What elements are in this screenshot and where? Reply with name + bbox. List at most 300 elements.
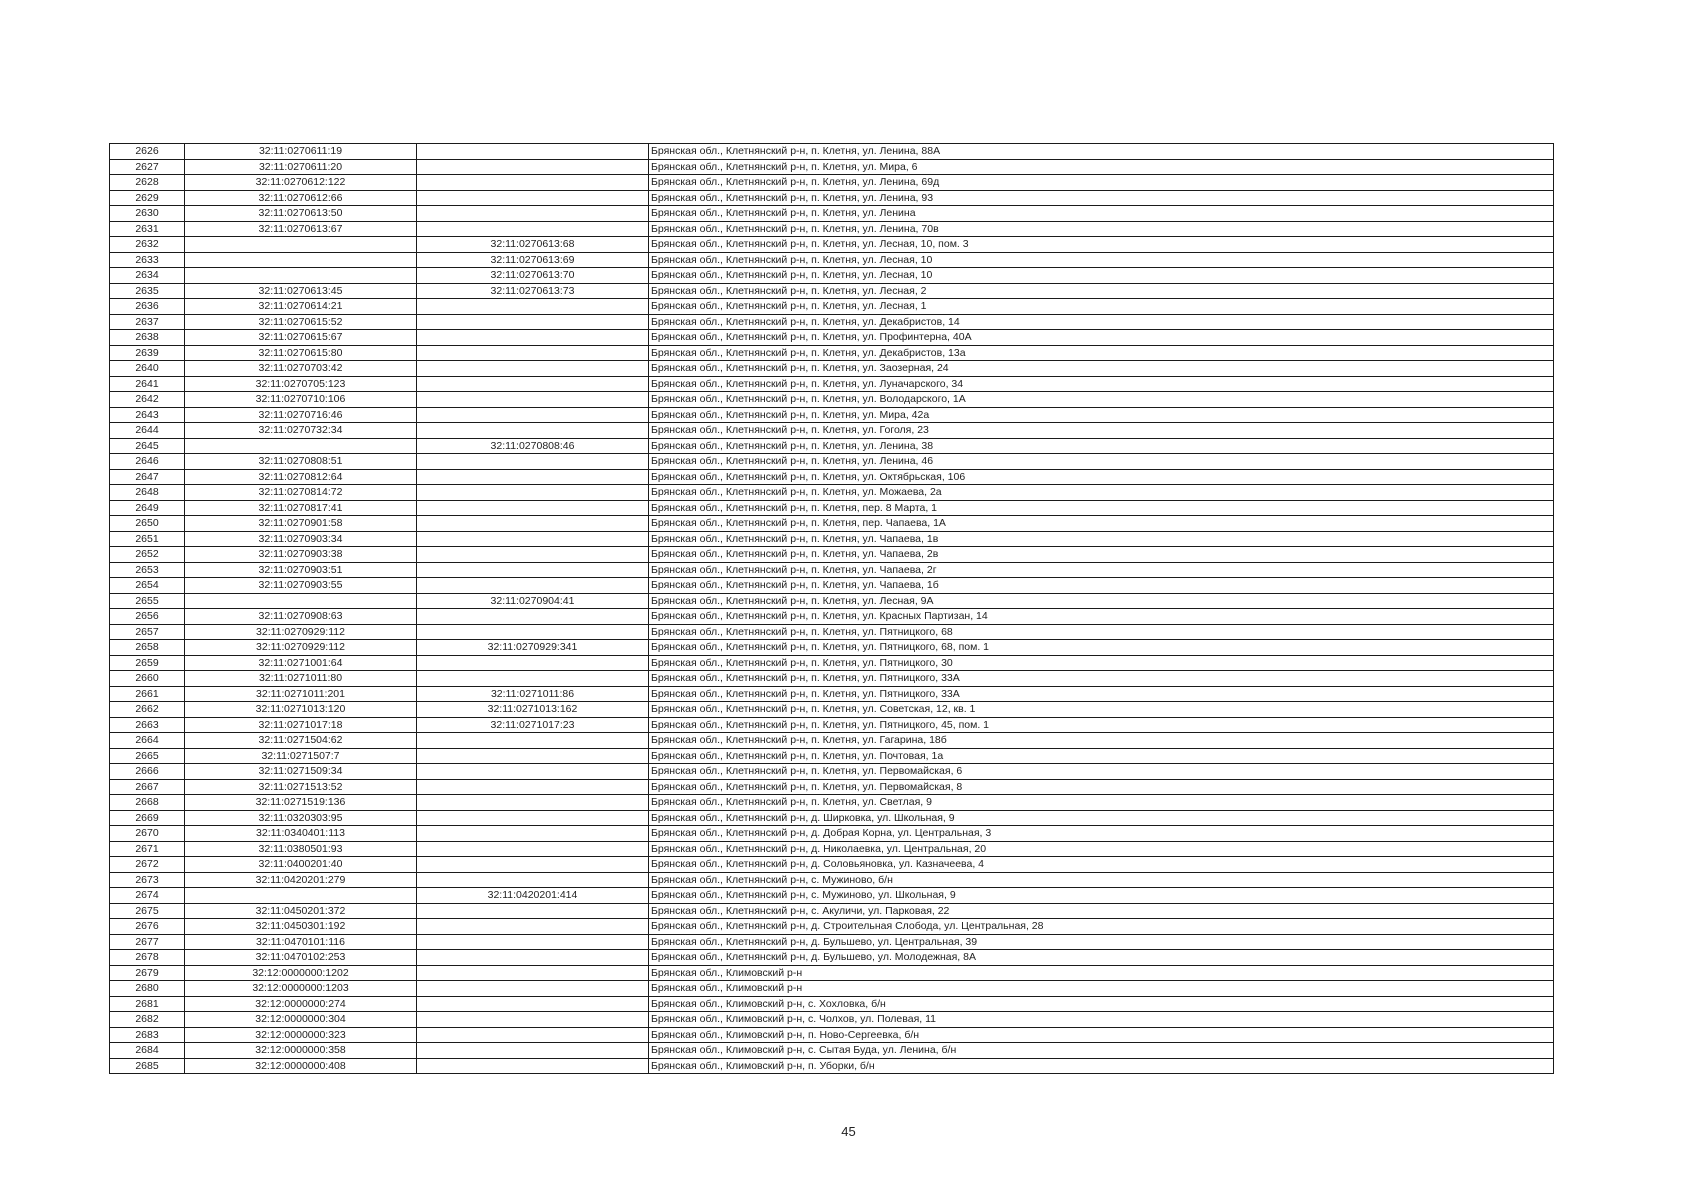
related-cadastral-number-cell [417, 1012, 649, 1028]
table-row [110, 996, 1554, 1012]
address-cell: Брянская обл., Клетнянский р-н, п. Клетня, ул. Пятницкого, 68, пом. 1 [649, 640, 1554, 656]
related-cadastral-number-cell [417, 950, 649, 966]
related-cadastral-number-cell [417, 578, 649, 594]
table-row [110, 361, 1554, 377]
related-cadastral-number-cell [417, 609, 649, 625]
row-number-cell: 2639 [110, 345, 185, 361]
address-cell: Брянская обл., Клетнянский р-н, п. Клетня, ул. Декабристов, 14 [649, 314, 1554, 330]
cadastral-number-cell: 32:11:0270612:122 [185, 175, 417, 191]
table-row [110, 407, 1554, 423]
address-cell: Брянская обл., Клетнянский р-н, п. Клетня, ул. Светлая, 9 [649, 795, 1554, 811]
cadastral-number-cell: 32:11:0470101:116 [185, 934, 417, 950]
related-cadastral-number-cell [417, 345, 649, 361]
row-number-cell: 2685 [110, 1058, 185, 1074]
row-number-cell: 2635 [110, 283, 185, 299]
cadastral-number-cell: 32:11:0340401:113 [185, 826, 417, 842]
related-cadastral-number-cell [417, 159, 649, 175]
related-cadastral-number-cell [417, 671, 649, 687]
cadastral-number-cell: 32:11:0270716:46 [185, 407, 417, 423]
row-number-cell: 2669 [110, 810, 185, 826]
table-row [110, 624, 1554, 640]
related-cadastral-number-cell: 32:11:0270613:73 [417, 283, 649, 299]
address-cell: Брянская обл., Климовский р-н, с. Хохловка, б/н [649, 996, 1554, 1012]
cadastral-number-cell: 32:11:0270705:123 [185, 376, 417, 392]
cadastral-number-cell: 32:12:0000000:323 [185, 1027, 417, 1043]
related-cadastral-number-cell [417, 485, 649, 501]
related-cadastral-number-cell [417, 423, 649, 439]
cadastral-number-cell: 32:11:0270901:58 [185, 516, 417, 532]
address-cell: Брянская обл., Клетнянский р-н, п. Клетня, ул. Лесная, 9А [649, 593, 1554, 609]
related-cadastral-number-cell [417, 981, 649, 997]
table-row [110, 423, 1554, 439]
related-cadastral-number-cell: 32:11:0271011:86 [417, 686, 649, 702]
row-number-cell: 2673 [110, 872, 185, 888]
cadastral-number-cell [185, 593, 417, 609]
table-row [110, 748, 1554, 764]
address-cell: Брянская обл., Клетнянский р-н, д. Добрая Корна, ул. Центральная, 3 [649, 826, 1554, 842]
related-cadastral-number-cell [417, 206, 649, 222]
address-cell: Брянская обл., Клетнянский р-н, с. Акуличи, ул. Парковая, 22 [649, 903, 1554, 919]
cadastral-number-cell: 32:11:0271507:7 [185, 748, 417, 764]
row-number-cell: 2654 [110, 578, 185, 594]
table-row [110, 795, 1554, 811]
row-number-cell: 2644 [110, 423, 185, 439]
address-cell: Брянская обл., Клетнянский р-н, п. Клетня, ул. Ленина, 93 [649, 190, 1554, 206]
table-row [110, 609, 1554, 625]
table-row [110, 872, 1554, 888]
cadastral-number-cell [185, 252, 417, 268]
row-number-cell: 2653 [110, 562, 185, 578]
cadastral-number-cell: 32:11:0270903:51 [185, 562, 417, 578]
table-row [110, 717, 1554, 733]
related-cadastral-number-cell: 32:11:0270613:70 [417, 268, 649, 284]
page-number: 45 [841, 1124, 856, 1139]
related-cadastral-number-cell [417, 330, 649, 346]
table-row [110, 454, 1554, 470]
address-cell: Брянская обл., Клетнянский р-н, п. Клетня, ул. Ленина, 38 [649, 438, 1554, 454]
cadastral-number-cell: 32:11:0271001:64 [185, 655, 417, 671]
row-number-cell: 2631 [110, 221, 185, 237]
related-cadastral-number-cell [417, 1058, 649, 1074]
related-cadastral-number-cell [417, 531, 649, 547]
cadastral-number-cell: 32:11:0270615:52 [185, 314, 417, 330]
address-cell: Брянская обл., Климовский р-н [649, 965, 1554, 981]
related-cadastral-number-cell: 32:11:0270929:341 [417, 640, 649, 656]
address-cell: Брянская обл., Клетнянский р-н, п. Клетня, ул. Володарского, 1А [649, 392, 1554, 408]
row-number-cell: 2668 [110, 795, 185, 811]
row-number-cell: 2676 [110, 919, 185, 935]
row-number-cell: 2679 [110, 965, 185, 981]
related-cadastral-number-cell [417, 407, 649, 423]
related-cadastral-number-cell: 32:11:0270613:69 [417, 252, 649, 268]
address-cell: Брянская обл., Клетнянский р-н, п. Клетня, ул. Пятницкого, 33А [649, 686, 1554, 702]
related-cadastral-number-cell [417, 454, 649, 470]
cadastral-number-cell: 32:11:0270732:34 [185, 423, 417, 439]
address-cell: Брянская обл., Клетнянский р-н, д. Бульшево, ул. Молодежная, 8А [649, 950, 1554, 966]
table-row [110, 733, 1554, 749]
table-row [110, 485, 1554, 501]
row-number-cell: 2683 [110, 1027, 185, 1043]
address-cell: Брянская обл., Клетнянский р-н, п. Клетня, ул. Ленина, 70в [649, 221, 1554, 237]
table-row [110, 888, 1554, 904]
cadastral-number-cell: 32:11:0400201:40 [185, 857, 417, 873]
cadastral-number-cell: 32:11:0270808:51 [185, 454, 417, 470]
related-cadastral-number-cell [417, 376, 649, 392]
table-row [110, 144, 1554, 160]
related-cadastral-number-cell [417, 144, 649, 160]
row-number-cell: 2637 [110, 314, 185, 330]
cadastral-number-cell: 32:11:0270929:112 [185, 624, 417, 640]
cadastral-number-cell: 32:12:0000000:408 [185, 1058, 417, 1074]
table-row [110, 268, 1554, 284]
cadastral-number-cell: 32:11:0450301:192 [185, 919, 417, 935]
cadastral-number-cell: 32:11:0270611:20 [185, 159, 417, 175]
row-number-cell: 2633 [110, 252, 185, 268]
table-row [110, 562, 1554, 578]
table-row [110, 1012, 1554, 1028]
address-cell: Брянская обл., Клетнянский р-н, п. Клетня, ул. Чапаева, 2в [649, 547, 1554, 563]
related-cadastral-number-cell [417, 919, 649, 935]
row-number-cell: 2657 [110, 624, 185, 640]
cadastral-number-cell: 32:12:0000000:1203 [185, 981, 417, 997]
address-cell: Брянская обл., Клетнянский р-н, п. Клетня, ул. Красных Партизан, 14 [649, 609, 1554, 625]
row-number-cell: 2665 [110, 748, 185, 764]
cadastral-number-cell: 32:11:0270812:64 [185, 469, 417, 485]
address-cell: Брянская обл., Клетнянский р-н, д. Бульшево, ул. Центральная, 39 [649, 934, 1554, 950]
row-number-cell: 2666 [110, 764, 185, 780]
cadastral-number-cell: 32:11:0270903:38 [185, 547, 417, 563]
table-row [110, 252, 1554, 268]
table-row [110, 345, 1554, 361]
table-row [110, 1043, 1554, 1059]
related-cadastral-number-cell: 32:11:0270904:41 [417, 593, 649, 609]
address-cell: Брянская обл., Клетнянский р-н, п. Клетня, ул. Лесная, 1 [649, 299, 1554, 315]
address-cell: Брянская обл., Клетнянский р-н, п. Клетня, ул. Мира, 6 [649, 159, 1554, 175]
row-number-cell: 2648 [110, 485, 185, 501]
table-row [110, 159, 1554, 175]
cadastral-number-cell: 32:11:0271513:52 [185, 779, 417, 795]
address-cell: Брянская обл., Клетнянский р-н, с. Мужиново, б/н [649, 872, 1554, 888]
cadastral-number-cell: 32:11:0270615:80 [185, 345, 417, 361]
related-cadastral-number-cell [417, 841, 649, 857]
address-cell: Брянская обл., Климовский р-н [649, 981, 1554, 997]
table-row [110, 702, 1554, 718]
address-cell: Брянская обл., Клетнянский р-н, д. Строительная Слобода, ул. Центральная, 28 [649, 919, 1554, 935]
row-number-cell: 2636 [110, 299, 185, 315]
address-cell: Брянская обл., Клетнянский р-н, д. Ширковка, ул. Школьная, 9 [649, 810, 1554, 826]
row-number-cell: 2662 [110, 702, 185, 718]
table-row [110, 686, 1554, 702]
related-cadastral-number-cell [417, 748, 649, 764]
registry-table-body [110, 144, 1554, 1074]
table-row [110, 190, 1554, 206]
related-cadastral-number-cell: 32:11:0270613:68 [417, 237, 649, 253]
related-cadastral-number-cell [417, 764, 649, 780]
cadastral-number-cell: 32:11:0270903:34 [185, 531, 417, 547]
related-cadastral-number-cell: 32:11:0271017:23 [417, 717, 649, 733]
cadastral-number-cell: 32:11:0270611:19 [185, 144, 417, 160]
cadastral-number-cell: 32:11:0271509:34 [185, 764, 417, 780]
row-number-cell: 2640 [110, 361, 185, 377]
related-cadastral-number-cell [417, 516, 649, 532]
address-cell: Брянская обл., Клетнянский р-н, п. Клетня, ул. Чапаева, 1в [649, 531, 1554, 547]
row-number-cell: 2650 [110, 516, 185, 532]
related-cadastral-number-cell [417, 1027, 649, 1043]
related-cadastral-number-cell [417, 857, 649, 873]
row-number-cell: 2652 [110, 547, 185, 563]
registry-table [109, 143, 1554, 1074]
table-row [110, 469, 1554, 485]
table-row [110, 965, 1554, 981]
related-cadastral-number-cell [417, 562, 649, 578]
table-row [110, 640, 1554, 656]
row-number-cell: 2667 [110, 779, 185, 795]
cadastral-number-cell: 32:12:0000000:358 [185, 1043, 417, 1059]
row-number-cell: 2682 [110, 1012, 185, 1028]
address-cell: Брянская обл., Клетнянский р-н, п. Клетня, ул. Первомайская, 8 [649, 779, 1554, 795]
cadastral-number-cell: 32:11:0270903:55 [185, 578, 417, 594]
row-number-cell: 2647 [110, 469, 185, 485]
row-number-cell: 2626 [110, 144, 185, 160]
cadastral-number-cell: 32:11:0270814:72 [185, 485, 417, 501]
cadastral-number-cell: 32:11:0270710:106 [185, 392, 417, 408]
related-cadastral-number-cell [417, 500, 649, 516]
address-cell: Брянская обл., Клетнянский р-н, п. Клетня, ул. Советская, 12, кв. 1 [649, 702, 1554, 718]
cadastral-number-cell: 32:11:0450201:372 [185, 903, 417, 919]
row-number-cell: 2663 [110, 717, 185, 733]
table-row [110, 438, 1554, 454]
related-cadastral-number-cell [417, 392, 649, 408]
cadastral-number-cell: 32:11:0270908:63 [185, 609, 417, 625]
row-number-cell: 2681 [110, 996, 185, 1012]
cadastral-number-cell: 32:12:0000000:274 [185, 996, 417, 1012]
cadastral-number-cell: 32:11:0271519:136 [185, 795, 417, 811]
address-cell: Брянская обл., Клетнянский р-н, с. Мужиново, ул. Школьная, 9 [649, 888, 1554, 904]
cadastral-number-cell: 32:12:0000000:1202 [185, 965, 417, 981]
address-cell: Брянская обл., Клетнянский р-н, п. Клетня, ул. Ленина, 88А [649, 144, 1554, 160]
row-number-cell: 2671 [110, 841, 185, 857]
table-row [110, 671, 1554, 687]
address-cell: Брянская обл., Клетнянский р-н, п. Клетня, ул. Гоголя, 23 [649, 423, 1554, 439]
table-row [110, 314, 1554, 330]
address-cell: Брянская обл., Клетнянский р-н, п. Клетня, ул. Первомайская, 6 [649, 764, 1554, 780]
address-cell: Брянская обл., Клетнянский р-н, п. Клетня, ул. Почтовая, 1а [649, 748, 1554, 764]
row-number-cell: 2664 [110, 733, 185, 749]
cadastral-number-cell: 32:11:0270817:41 [185, 500, 417, 516]
address-cell: Брянская обл., Клетнянский р-н, п. Клетня, ул. Пятницкого, 45, пом. 1 [649, 717, 1554, 733]
table-row [110, 903, 1554, 919]
cadastral-number-cell [185, 268, 417, 284]
cadastral-number-cell: 32:11:0380501:93 [185, 841, 417, 857]
row-number-cell: 2670 [110, 826, 185, 842]
table-row [110, 593, 1554, 609]
address-cell: Брянская обл., Клетнянский р-н, п. Клетня, ул. Можаева, 2а [649, 485, 1554, 501]
related-cadastral-number-cell [417, 872, 649, 888]
table-row [110, 1058, 1554, 1074]
table-row [110, 376, 1554, 392]
row-number-cell: 2677 [110, 934, 185, 950]
table-row [110, 206, 1554, 222]
related-cadastral-number-cell: 32:11:0420201:414 [417, 888, 649, 904]
address-cell: Брянская обл., Клетнянский р-н, п. Клетня, ул. Профинтерна, 40А [649, 330, 1554, 346]
address-cell: Брянская обл., Климовский р-н, с. Сытая Буда, ул. Ленина, б/н [649, 1043, 1554, 1059]
table-row [110, 981, 1554, 997]
row-number-cell: 2661 [110, 686, 185, 702]
row-number-cell: 2632 [110, 237, 185, 253]
address-cell: Брянская обл., Клетнянский р-н, п. Клетня, ул. Лесная, 2 [649, 283, 1554, 299]
related-cadastral-number-cell [417, 221, 649, 237]
row-number-cell: 2678 [110, 950, 185, 966]
table-row [110, 655, 1554, 671]
related-cadastral-number-cell [417, 314, 649, 330]
address-cell: Брянская обл., Климовский р-н, п. Уборки, б/н [649, 1058, 1554, 1074]
table-row [110, 392, 1554, 408]
address-cell: Брянская обл., Климовский р-н, с. Чолхов, ул. Полевая, 11 [649, 1012, 1554, 1028]
cadastral-number-cell: 32:11:0270613:45 [185, 283, 417, 299]
row-number-cell: 2628 [110, 175, 185, 191]
row-number-cell: 2641 [110, 376, 185, 392]
related-cadastral-number-cell: 32:11:0270808:46 [417, 438, 649, 454]
row-number-cell: 2638 [110, 330, 185, 346]
table-row [110, 764, 1554, 780]
related-cadastral-number-cell [417, 190, 649, 206]
cadastral-number-cell [185, 438, 417, 454]
address-cell: Брянская обл., Клетнянский р-н, п. Клетня, ул. Заозерная, 24 [649, 361, 1554, 377]
related-cadastral-number-cell [417, 469, 649, 485]
row-number-cell: 2660 [110, 671, 185, 687]
table-row [110, 950, 1554, 966]
row-number-cell: 2674 [110, 888, 185, 904]
related-cadastral-number-cell [417, 733, 649, 749]
address-cell: Брянская обл., Клетнянский р-н, п. Клетня, ул. Октябрьская, 106 [649, 469, 1554, 485]
address-cell: Брянская обл., Клетнянский р-н, п. Клетня, ул. Ленина, 69д [649, 175, 1554, 191]
cadastral-number-cell: 32:11:0270612:66 [185, 190, 417, 206]
row-number-cell: 2658 [110, 640, 185, 656]
address-cell: Брянская обл., Клетнянский р-н, п. Клетня, ул. Чапаева, 2г [649, 562, 1554, 578]
cadastral-number-cell: 32:11:0271017:18 [185, 717, 417, 733]
row-number-cell: 2651 [110, 531, 185, 547]
table-row [110, 826, 1554, 842]
related-cadastral-number-cell [417, 624, 649, 640]
related-cadastral-number-cell: 32:11:0271013:162 [417, 702, 649, 718]
related-cadastral-number-cell [417, 810, 649, 826]
related-cadastral-number-cell [417, 996, 649, 1012]
address-cell: Брянская обл., Клетнянский р-н, п. Клетня, ул. Чапаева, 1б [649, 578, 1554, 594]
row-number-cell: 2643 [110, 407, 185, 423]
row-number-cell: 2629 [110, 190, 185, 206]
row-number-cell: 2645 [110, 438, 185, 454]
address-cell: Брянская обл., Клетнянский р-н, п. Клетня, ул. Лесная, 10 [649, 268, 1554, 284]
table-row [110, 237, 1554, 253]
related-cadastral-number-cell [417, 903, 649, 919]
address-cell: Брянская обл., Клетнянский р-н, п. Клетня, ул. Пятницкого, 68 [649, 624, 1554, 640]
table-row [110, 175, 1554, 191]
address-cell: Брянская обл., Клетнянский р-н, п. Клетня, ул. Лесная, 10, пом. 3 [649, 237, 1554, 253]
table-row [110, 1027, 1554, 1043]
cadastral-number-cell: 32:11:0271013:120 [185, 702, 417, 718]
row-number-cell: 2672 [110, 857, 185, 873]
row-number-cell: 2680 [110, 981, 185, 997]
cadastral-number-cell: 32:12:0000000:304 [185, 1012, 417, 1028]
address-cell: Брянская обл., Клетнянский р-н, п. Клетня, пер. Чапаева, 1А [649, 516, 1554, 532]
related-cadastral-number-cell [417, 795, 649, 811]
table-row [110, 531, 1554, 547]
table-row [110, 283, 1554, 299]
related-cadastral-number-cell [417, 779, 649, 795]
row-number-cell: 2627 [110, 159, 185, 175]
address-cell: Брянская обл., Клетнянский р-н, п. Клетня, пер. 8 Марта, 1 [649, 500, 1554, 516]
table-row [110, 500, 1554, 516]
row-number-cell: 2655 [110, 593, 185, 609]
cadastral-number-cell [185, 888, 417, 904]
cadastral-number-cell: 32:11:0270614:21 [185, 299, 417, 315]
table-row [110, 578, 1554, 594]
table-row [110, 547, 1554, 563]
address-cell: Брянская обл., Клетнянский р-н, п. Клетня, ул. Лесная, 10 [649, 252, 1554, 268]
table-row [110, 221, 1554, 237]
address-cell: Брянская обл., Клетнянский р-н, п. Клетня, ул. Пятницкого, 30 [649, 655, 1554, 671]
cadastral-number-cell: 32:11:0271504:62 [185, 733, 417, 749]
address-cell: Брянская обл., Клетнянский р-н, п. Клетня, ул. Декабристов, 13а [649, 345, 1554, 361]
row-number-cell: 2649 [110, 500, 185, 516]
related-cadastral-number-cell [417, 175, 649, 191]
table-row [110, 516, 1554, 532]
address-cell: Брянская обл., Клетнянский р-н, д. Соловьяновка, ул. Казначеева, 4 [649, 857, 1554, 873]
table-row [110, 330, 1554, 346]
cadastral-number-cell: 32:11:0270613:67 [185, 221, 417, 237]
row-number-cell: 2659 [110, 655, 185, 671]
related-cadastral-number-cell [417, 826, 649, 842]
related-cadastral-number-cell [417, 1043, 649, 1059]
cadastral-number-cell: 32:11:0470102:253 [185, 950, 417, 966]
cadastral-number-cell: 32:11:0271011:80 [185, 671, 417, 687]
row-number-cell: 2684 [110, 1043, 185, 1059]
table-row [110, 919, 1554, 935]
related-cadastral-number-cell [417, 547, 649, 563]
table-row [110, 779, 1554, 795]
address-cell: Брянская обл., Клетнянский р-н, д. Николаевка, ул. Центральная, 20 [649, 841, 1554, 857]
table-row [110, 857, 1554, 873]
cadastral-number-cell: 32:11:0320303:95 [185, 810, 417, 826]
address-cell: Брянская обл., Клетнянский р-н, п. Клетня, ул. Луначарского, 34 [649, 376, 1554, 392]
cadastral-number-cell: 32:11:0270613:50 [185, 206, 417, 222]
cadastral-number-cell: 32:11:0270929:112 [185, 640, 417, 656]
cadastral-number-cell: 32:11:0270703:42 [185, 361, 417, 377]
related-cadastral-number-cell [417, 299, 649, 315]
related-cadastral-number-cell [417, 934, 649, 950]
row-number-cell: 2642 [110, 392, 185, 408]
address-cell: Брянская обл., Клетнянский р-н, п. Клетня, ул. Гагарина, 18б [649, 733, 1554, 749]
cadastral-number-cell: 32:11:0270615:67 [185, 330, 417, 346]
row-number-cell: 2630 [110, 206, 185, 222]
cadastral-number-cell: 32:11:0271011:201 [185, 686, 417, 702]
address-cell: Брянская обл., Клетнянский р-н, п. Клетня, ул. Мира, 42а [649, 407, 1554, 423]
table-row [110, 841, 1554, 857]
row-number-cell: 2656 [110, 609, 185, 625]
cadastral-number-cell [185, 237, 417, 253]
cadastral-number-cell: 32:11:0420201:279 [185, 872, 417, 888]
table-row [110, 934, 1554, 950]
address-cell: Брянская обл., Климовский р-н, п. Ново-Сергеевка, б/н [649, 1027, 1554, 1043]
related-cadastral-number-cell [417, 361, 649, 377]
address-cell: Брянская обл., Клетнянский р-н, п. Клетня, ул. Ленина, 46 [649, 454, 1554, 470]
row-number-cell: 2675 [110, 903, 185, 919]
address-cell: Брянская обл., Клетнянский р-н, п. Клетня, ул. Ленина [649, 206, 1554, 222]
row-number-cell: 2646 [110, 454, 185, 470]
address-cell: Брянская обл., Клетнянский р-н, п. Клетня, ул. Пятницкого, 33А [649, 671, 1554, 687]
row-number-cell: 2634 [110, 268, 185, 284]
related-cadastral-number-cell [417, 965, 649, 981]
